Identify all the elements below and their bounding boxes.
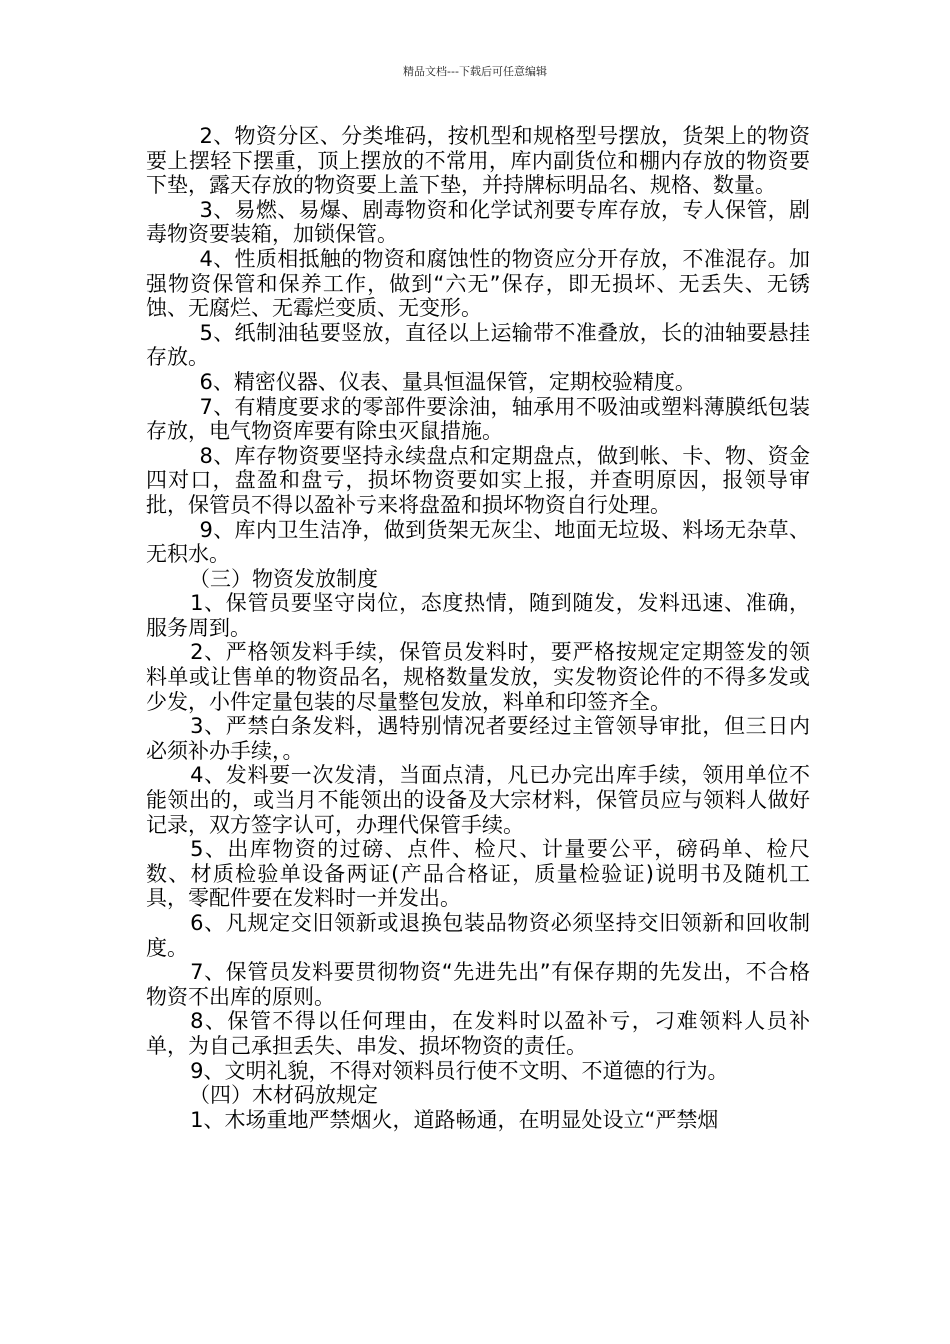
paragraph-item-5: 5、纸制油毡要竖放，直径以上运输带不准叠放，长的油轴要悬挂存放。 bbox=[146, 320, 810, 370]
paragraph-item-4: 4、性质相抵触的物资和腐蚀性的物资应分开存放，不准混存。加强物资保管和保养工作，做到“六无”保存，即无损坏、无丢失、无锈蚀、无腐烂、无霉烂变质、无变形。 bbox=[146, 246, 810, 321]
paragraph-item-7: 7、有精度要求的零部件要涂油，轴承用不吸油或塑料薄膜纸包装存放，电气物资库要有除虫灭鼠措施。 bbox=[146, 394, 810, 444]
issue-rule-3: 3、严禁白条发料，遇特别情况者要经过主管领导审批，但三日内必须补办手续，。 bbox=[146, 714, 810, 763]
issue-rule-6: 6、凡规定交旧领新或退换包装品物资必须坚持交旧领新和回收制度。 bbox=[146, 911, 810, 960]
issue-rule-4: 4、发料要一次发清，当面点清，凡已办完出库手续，领用单位不能领出的，或当月不能领出的设备及大宗材料，保管员应与领料人做好记录，双方签字认可，办理代保管手续。 bbox=[146, 763, 810, 837]
issue-rule-7: 7、保管员发料要贯彻物资“先进先出”有保存期的先发出，不合格物资不出库的原则。 bbox=[146, 960, 810, 1009]
paragraph-item-2: 2、物资分区、分类堆码，按机型和规格型号摆放，货架上的物资要上摆轻下摆重，顶上摆放的不常用，库内副货位和棚内存放的物资要下垫，露天存放的物资要上盖下垫，并持牌标明品名、规格、数量。 bbox=[146, 124, 810, 198]
paragraph-item-6: 6、精密仪器、仪表、量具恒温保管，定期校验精度。 bbox=[199, 369, 696, 394]
issue-rule-8: 8、保管不得以任何理由，在发料时以盈补亏，刁难领料人员补单，为自己承担丢失、串发、损坏物资的责任。 bbox=[146, 1009, 810, 1058]
paragraph-item-3: 3、易燃、易爆、剧毒物资和化学试剂要专库存放，专人保管，剧毒物资要装箱，加锁保管。 bbox=[146, 197, 810, 247]
paragraph-item-8: 8、库存物资要坚持永续盘点和定期盘点，做到帐、卡、物、资金四对口，盘盈和盘亏，损坏物资要如实上报，并查明原因，报领导审批，保管员不得以盈补亏来将盘盈和损坏物资自行处理。 bbox=[146, 443, 810, 517]
issue-rule-9: 9、文明礼貌，不得对领料员行使不文明、不道德的行为。 bbox=[190, 1058, 729, 1083]
issue-rule-1: 1、保管员要坚守岗位，态度热情，随到随发，发料迅速、准确，服务周到。 bbox=[146, 591, 810, 640]
section-heading-4: （四）木材码放规定 bbox=[189, 1083, 379, 1108]
document-body bbox=[146, 124, 810, 1132]
page-header: 精品文档---下载后可任意编辑 bbox=[403, 65, 547, 78]
paragraph-item-9: 9、库内卫生洁净，做到货架无灰尘、地面无垃圾、料场无杂草、无积水。 bbox=[146, 517, 810, 567]
issue-rule-5: 5、出库物资的过磅、点件、检尺、计量要公平，磅码单、检尺数、材质检验单设备两证(产品合格证，质量检验证)说明书及随机工具，零配件要在发料时一并发出。 bbox=[146, 837, 810, 911]
timber-rule-1: 1、木场重地严禁烟火，道路畅通，在明显处设立“严禁烟 bbox=[190, 1107, 719, 1132]
issue-rule-2: 2、严格领发料手续，保管员发料时，要严格按规定定期签发的领料单或让售单的物资品名，规格数量发放，实发物资论件的不得多发或少发，小件定量包装的尽量整包发放，料单和印签齐全。 bbox=[146, 640, 810, 714]
section-heading-3: （三）物资发放制度 bbox=[189, 566, 379, 591]
